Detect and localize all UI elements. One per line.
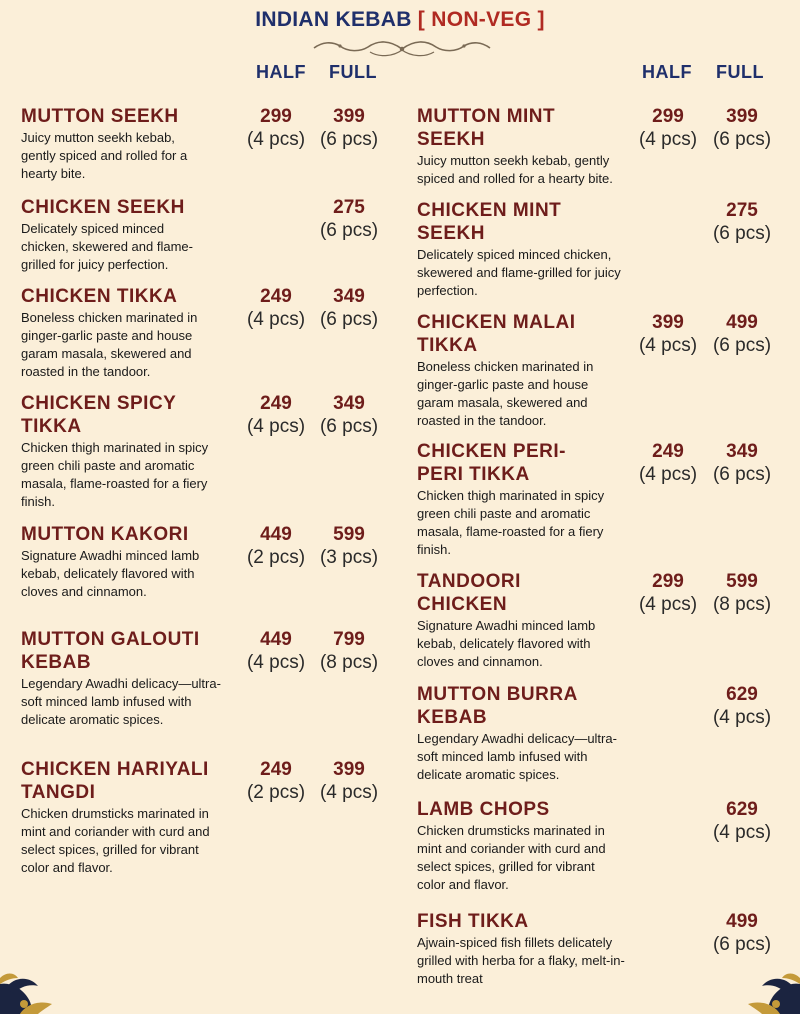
menu-item-chicken-mint-seekh <box>417 199 632 300</box>
piece-count: (4 pcs) <box>246 652 306 673</box>
half-price <box>628 440 708 486</box>
price-amount: 399 <box>333 106 365 127</box>
menu-item-mutton-kakori <box>21 523 231 601</box>
item-description: Delicately spiced minced chicken, skewered and flame-grilled for juicy perfection. <box>417 247 621 298</box>
item-name: MUTTON GALOUTI KEBAB <box>21 629 200 673</box>
page-title <box>0 8 800 32</box>
half-price <box>236 392 316 438</box>
price-amount: 399 <box>652 312 684 333</box>
piece-count: (6 pcs) <box>712 129 772 150</box>
piece-count: (4 pcs) <box>319 782 379 803</box>
floral-corner-left-icon <box>0 954 60 1014</box>
price-amount: 599 <box>333 524 365 545</box>
item-name: MUTTON KAKORI <box>21 524 189 545</box>
menu-item-chicken-tikka <box>21 285 231 381</box>
full-price <box>702 798 782 844</box>
menu-item-chicken-hariyali-tangdi <box>21 758 236 877</box>
full-price <box>309 285 389 331</box>
price-amount: 629 <box>726 799 758 820</box>
full-price <box>309 523 389 569</box>
piece-count: (4 pcs) <box>638 464 698 485</box>
item-description: Chicken drumsticks marinated in mint and coriander with curd and select spices, grilled for vibrant color and flavor. <box>21 806 210 875</box>
piece-count: (3 pcs) <box>319 547 379 568</box>
full-price <box>309 628 389 674</box>
item-description: Signature Awadhi minced lamb kebab, delicately flavored with cloves and cinnamon. <box>417 618 596 669</box>
half-price <box>236 285 316 331</box>
item-description: Boneless chicken marinated in ginger-garlic paste and house garam masala, skewered and roasted in the tandoor. <box>417 359 594 428</box>
item-description: Juicy mutton seekh kebab, gently spiced and rolled for a hearty bite. <box>417 153 613 186</box>
item-name: CHICKEN HARIYALI TANGDI <box>21 759 209 803</box>
menu-item-chicken-spicy-tikka <box>21 392 221 511</box>
full-price <box>702 910 782 956</box>
half-price <box>628 311 708 357</box>
price-amount: 599 <box>726 571 758 592</box>
left-half-header: HALF <box>256 62 306 82</box>
menu-item-mutton-galouti-kebab <box>21 628 231 729</box>
item-name: CHICKEN MALAI TIKKA <box>417 312 576 356</box>
half-price <box>236 628 316 674</box>
menu-item-tandoori-chicken <box>417 570 632 671</box>
piece-count: (6 pcs) <box>712 464 772 485</box>
piece-count: (4 pcs) <box>638 335 698 356</box>
price-amount: 399 <box>726 106 758 127</box>
menu-item-mutton-mint-seekh <box>417 105 632 188</box>
title-main: INDIAN KEBAB <box>255 8 412 31</box>
piece-count: (6 pcs) <box>319 309 379 330</box>
full-price <box>702 440 782 486</box>
price-amount: 629 <box>726 684 758 705</box>
piece-count: (4 pcs) <box>712 822 772 843</box>
full-price <box>702 199 782 245</box>
price-amount: 249 <box>652 441 684 462</box>
item-name: LAMB CHOPS <box>417 799 550 820</box>
full-price <box>309 392 389 438</box>
piece-count: (6 pcs) <box>712 223 772 244</box>
price-amount: 249 <box>260 759 292 780</box>
full-price <box>702 570 782 616</box>
item-name: TANDOORI CHICKEN <box>417 571 521 615</box>
item-name: CHICKEN SEEKH <box>21 197 185 218</box>
piece-count: (6 pcs) <box>319 220 379 241</box>
piece-count: (4 pcs) <box>246 129 306 150</box>
item-description: Legendary Awadhi delicacy—ultra-soft minced lamb infused with delicate aromatic spices. <box>21 676 221 727</box>
piece-count: (4 pcs) <box>638 594 698 615</box>
menu-item-chicken-malai-tikka <box>417 311 632 430</box>
item-name: MUTTON BURRA KEBAB <box>417 684 578 728</box>
price-amount: 449 <box>260 524 292 545</box>
price-amount: 249 <box>260 393 292 414</box>
full-price <box>702 311 782 357</box>
price-amount: 799 <box>333 629 365 650</box>
right-half-header: HALF <box>642 62 692 82</box>
piece-count: (6 pcs) <box>712 335 772 356</box>
price-amount: 249 <box>260 286 292 307</box>
piece-count: (8 pcs) <box>712 594 772 615</box>
item-name: CHICKEN PERI-PERI TIKKA <box>417 441 567 485</box>
full-price <box>309 196 389 242</box>
price-amount: 349 <box>333 393 365 414</box>
item-description: Chicken thigh marinated in spicy green chili paste and aromatic masala, flame-roasted for a fiery finish. <box>417 488 605 557</box>
piece-count: (8 pcs) <box>319 652 379 673</box>
menu-item-chicken-peri-peri-tikka <box>417 440 632 559</box>
item-name: MUTTON MINT SEEKH <box>417 106 556 150</box>
menu-item-fish-tikka <box>417 910 632 988</box>
right-full-header: FULL <box>716 62 764 82</box>
full-price <box>309 758 389 804</box>
item-name: CHICKEN MINT SEEKH <box>417 200 562 244</box>
piece-count: (4 pcs) <box>638 129 698 150</box>
price-amount: 449 <box>260 629 292 650</box>
piece-count: (2 pcs) <box>246 547 306 568</box>
piece-count: (6 pcs) <box>712 934 772 955</box>
title-tag: [ NON-VEG ] <box>417 8 545 31</box>
price-amount: 349 <box>333 286 365 307</box>
price-amount: 275 <box>726 200 758 221</box>
item-description: Ajwain-spiced fish fillets delicately grilled with herba for a flaky, melt-in-mouth treat <box>417 935 625 986</box>
piece-count: (4 pcs) <box>246 416 306 437</box>
half-price <box>628 105 708 151</box>
full-price <box>702 105 782 151</box>
item-description: Chicken drumsticks marinated in mint and coriander with curd and select spices, grilled for vibrant color and flavor. <box>417 823 606 892</box>
price-amount: 275 <box>333 197 365 218</box>
ornament-divider-icon <box>310 38 494 60</box>
piece-count: (2 pcs) <box>246 782 306 803</box>
item-description: Signature Awadhi minced lamb kebab, delicately flavored with cloves and cinnamon. <box>21 548 200 599</box>
left-full-header: FULL <box>329 62 377 82</box>
price-amount: 399 <box>333 759 365 780</box>
item-description: Juicy mutton seekh kebab, gently spiced and rolled for a hearty bite. <box>21 130 188 181</box>
item-name: CHICKEN TIKKA <box>21 286 178 307</box>
item-description: Chicken thigh marinated in spicy green chili paste and aromatic masala, flame-roasted for a fiery finish. <box>21 440 209 509</box>
item-name: MUTTON SEEKH <box>21 106 179 127</box>
piece-count: (6 pcs) <box>319 416 379 437</box>
price-amount: 499 <box>726 911 758 932</box>
piece-count: (6 pcs) <box>319 129 379 150</box>
price-amount: 349 <box>726 441 758 462</box>
full-price <box>702 683 782 729</box>
item-description: Delicately spiced minced chicken, skewered and flame-grilled for juicy perfection. <box>21 221 193 272</box>
half-price <box>236 758 316 804</box>
item-name: FISH TIKKA <box>417 911 529 932</box>
half-price <box>236 105 316 151</box>
menu-item-chicken-seekh <box>21 196 231 274</box>
item-description: Legendary Awadhi delicacy—ultra-soft minced lamb infused with delicate aromatic spices. <box>417 731 617 782</box>
menu-item-mutton-seekh <box>21 105 231 183</box>
half-price <box>628 570 708 616</box>
half-price <box>236 523 316 569</box>
piece-count: (4 pcs) <box>246 309 306 330</box>
menu-item-mutton-burra-kebab <box>417 683 632 784</box>
menu-item-lamb-chops <box>417 798 632 894</box>
piece-count: (4 pcs) <box>712 707 772 728</box>
price-amount: 499 <box>726 312 758 333</box>
item-name: CHICKEN SPICY TIKKA <box>21 393 177 437</box>
price-amount: 299 <box>652 571 684 592</box>
price-amount: 299 <box>652 106 684 127</box>
floral-corner-right-icon <box>740 954 800 1014</box>
full-price <box>309 105 389 151</box>
item-description: Boneless chicken marinated in ginger-garlic paste and house garam masala, skewered and roasted in the tandoor. <box>21 310 198 379</box>
price-amount: 299 <box>260 106 292 127</box>
